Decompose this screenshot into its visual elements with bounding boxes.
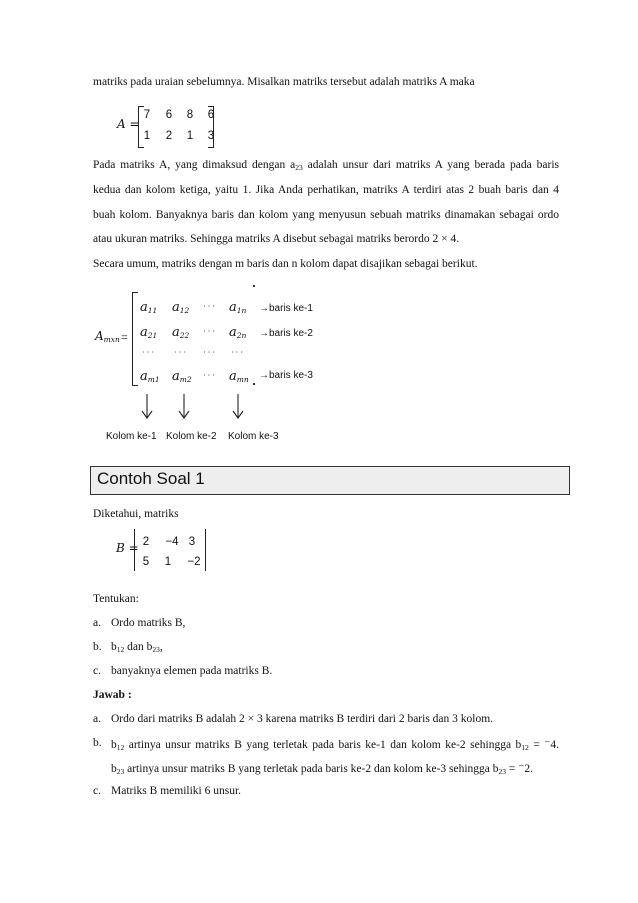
entry-base: a [172,300,180,315]
matrix-entry [140,325,157,340]
entry-base: a [172,369,180,384]
answer-text: artinya unsur matriks B yang terletak pada baris ke-2 dan kolom ke-3 sehingga b [124,763,499,775]
matrix-entry [140,300,157,315]
general-matrix-label-sub: mxn [103,335,120,344]
matrix-entry [229,300,246,315]
answer-text: Matriks B memiliki 6 unsur. [111,785,242,797]
tentukan-text: Tentukan: [93,593,139,605]
entry-sub: 21 [147,331,158,340]
entry-sub: 11 [147,306,158,315]
para1-line2: kedua dan kolom ketiga, yaitu 1. Jika Anda perhatikan, matriks A terdiri atas 2 buah baris dan 4 [93,184,559,196]
answer-b-line1 [111,737,559,752]
entry-sub: mn [236,375,249,384]
entry-sub: 22 [179,331,190,340]
entry-sub: 2n [236,331,247,340]
answer-b-line2 [111,761,533,776]
jawab-heading: Jawab : [93,689,132,701]
matrix-entry [229,369,249,384]
matrix-b-cell: 3 [188,536,196,548]
para1-line3: buah kolom. Banyaknya baris dan kolom yang menyusun sebuah matriks dinamakan sebagai ordo [93,209,559,221]
question-b [93,641,163,654]
question-letter: c. [93,665,101,677]
matrix-dots: · · · [174,348,186,357]
answer-a [93,713,493,725]
answer-text: = ⁻2. [506,763,533,775]
matrix-b-cell: 5 [142,556,150,568]
answer-sub: 23 [498,767,507,776]
matrix-entry [172,300,189,315]
section-header [90,466,570,495]
right-arrow-icon: → [259,370,269,381]
question-a [93,617,185,629]
entry-sub: 12 [179,306,190,315]
matrix-dots: · · · [142,348,154,357]
para1-line5: Secara umum, matriks dengan m baris dan n kolom dapat disajikan sebagai berikut. [93,258,478,270]
intro-text: matriks pada uraian sebelumnya. Misalkan matriks tersebut adalah matriks A maka [93,76,475,88]
entry-base: a [229,369,237,384]
row-label-text: baris ke-2 [269,328,313,339]
row-label-3 [259,370,313,381]
question-text: , [159,641,163,653]
entry-base: a [172,325,180,340]
matrix-entry [172,325,189,340]
matrix-a-cell: 3 [207,130,215,142]
bracket-corner-mark [253,383,255,385]
general-matrix-left-bracket [132,292,138,386]
general-matrix-label [95,329,120,344]
row-label-2 [259,328,313,339]
question-text: b [111,641,117,653]
answer-sub: 23 [116,767,125,776]
matrix-a-cell: 6 [207,109,215,121]
matrix-a-cell: 7 [143,109,151,121]
question-sub: 23 [152,645,160,654]
answer-letter: a. [93,713,101,725]
matrix-a-cell: 1 [186,130,194,142]
answer-letter: b. [93,737,102,749]
row-label-1 [259,303,313,314]
entry-base: a [140,369,148,384]
matrix-dots: · · · [231,348,243,357]
para1-text: adalah unsur dari matriks A yang berada pada baris [302,159,560,171]
matrix-a-cell: 8 [186,109,194,121]
right-arrow-icon: → [259,303,269,314]
answer-c [93,785,241,797]
question-letter: b. [93,641,102,653]
answer-letter: c. [93,785,101,797]
row-label-text: baris ke-3 [269,370,313,381]
entry-sub: 1n [236,306,247,315]
entry-sub: m2 [179,375,192,384]
matrix-a-label: A = [117,117,140,131]
entry-base: a [140,325,148,340]
answer-sub: 12 [116,743,125,752]
matrix-b-cell: 2 [142,536,150,548]
matrix-a-cell: 1 [143,130,151,142]
matrix-entry [172,369,192,384]
para1-line4: atau ukuran matriks. Sehingga matriks A disebut sebagai matriks berordo 2 × 4. [93,233,460,245]
question-text: Ordo matriks B, [111,617,186,629]
section-title: Contoh Soal 1 [97,469,205,488]
para1-text: Pada matriks A, yang dimaksud dengan a [93,159,296,171]
right-arrow-icon: → [259,328,269,339]
matrix-dots: · · · [203,302,215,311]
matrix-entry [229,325,246,340]
bracket-corner-mark [253,285,255,287]
matrix-dots: · · · [203,348,215,357]
answer-sub: 12 [521,743,529,752]
matrix-b-cell: −2 [187,556,201,568]
matrix-a-cell: 6 [165,109,173,121]
diketahui-text: Diketahui, matriks [93,508,179,520]
para1-line1 [93,159,559,172]
question-letter: a. [93,617,101,629]
down-arrow-icon [231,394,245,420]
entry-sub: m1 [147,375,160,384]
answer-text: Ordo dari matriks B adalah 2 × 3 karena matriks B terdiri dari 2 baris dan 3 kolom. [111,713,494,725]
question-text: banyaknya elemen pada matriks B. [111,665,273,677]
general-matrix-equals: = [121,330,128,344]
matrix-dots: · · · [203,327,215,336]
col-label-2: Kolom ke-2 [166,431,217,442]
entry-base: a [140,300,148,315]
answer-text: = ⁻4. [528,739,559,751]
row-label-text: baris ke-1 [269,303,313,314]
col-label-3: Kolom ke-3 [228,431,279,442]
para1-subscript: 23 [295,163,303,172]
down-arrow-icon [140,394,154,420]
matrix-a-cell: 2 [165,130,173,142]
col-label-1: Kolom ke-1 [106,431,157,442]
entry-base: a [229,325,237,340]
entry-base: a [229,300,237,315]
matrix-b-cell: −4 [165,536,179,548]
down-arrow-icon [177,394,191,420]
matrix-entry [140,369,160,384]
question-sub: 12 [116,645,125,654]
question-text: dan b [124,641,153,653]
answer-text: artinya unsur matriks B yang terletak pada baris ke-1 dan kolom ke-2 sehingga b [124,739,522,751]
answer-text: b [111,763,117,775]
matrix-b-cell: 1 [164,556,172,568]
question-c [93,665,272,677]
matrix-dots: · · · [203,371,215,380]
answer-text: b [111,739,117,751]
matrix-b-label: B = [116,541,139,555]
general-matrix-label-text: A [95,329,104,343]
